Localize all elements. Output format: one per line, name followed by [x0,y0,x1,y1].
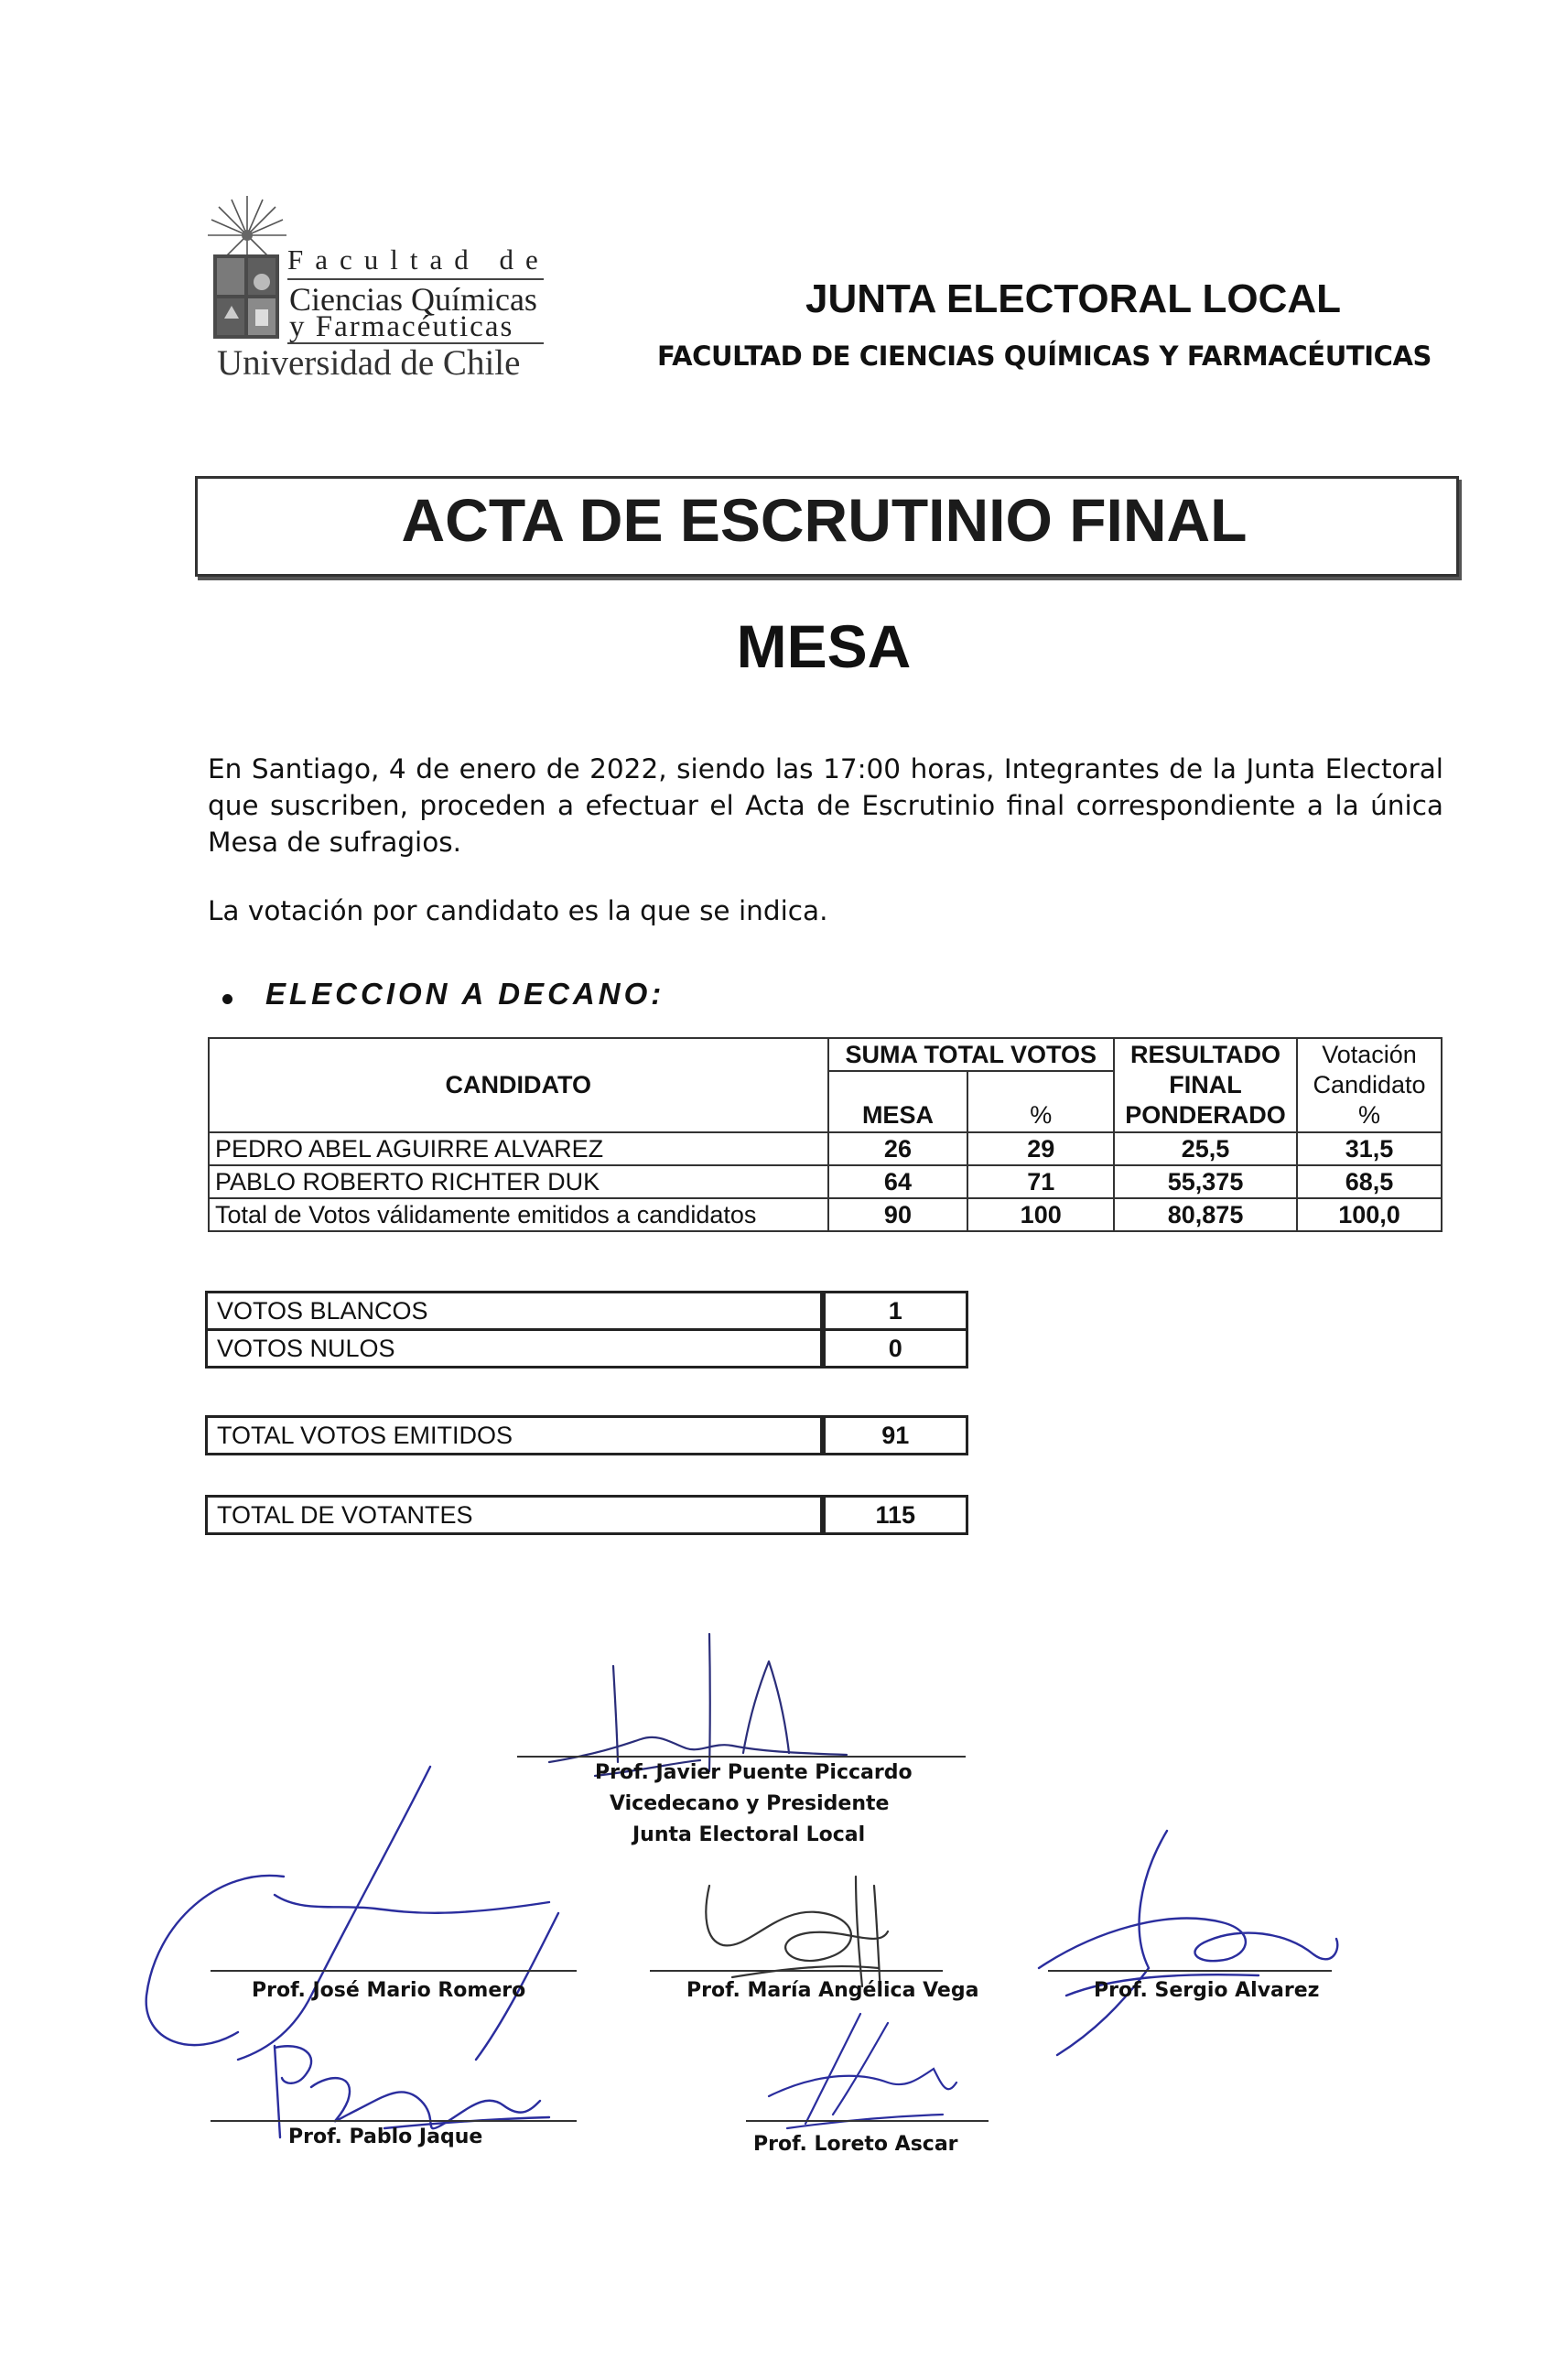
null-votes-label: VOTOS NULOS [207,1330,823,1368]
logo-university-text: Universidad de Chile [217,343,521,383]
header-votacion-1: Votación [1297,1038,1442,1071]
romero-name: Prof. José Mario Romero [252,1979,526,2002]
candidate-name: PABLO ROBERTO RICHTER DUK [209,1165,828,1198]
candidate-ponderado: 55,375 [1114,1165,1297,1198]
header-suma-total: SUMA TOTAL VOTOS [828,1038,1115,1071]
alvarez-name: Prof. Sergio Alvarez [1094,1979,1320,2002]
logo-farmaceuticas-text: y Farmacéuticas [289,310,514,343]
logo-facultad-text: Facultad de [287,243,550,276]
header-pct: % [967,1099,1114,1132]
results-table [208,1037,1443,1232]
jaque-name: Prof. Pablo Jaque [288,2126,483,2148]
candidate-mesa-votes: 64 [828,1165,968,1198]
total-label: Total de Votos válidamente emitidos a candidatos [209,1198,828,1231]
total-mesa-votes: 90 [828,1198,968,1231]
signature-line [1048,1970,1332,1972]
total-pct: 100 [967,1198,1114,1231]
signature-line [211,1970,577,1972]
header-mesa-top [828,1071,968,1099]
total-voters-label: TOTAL DE VOTANTES [207,1497,823,1534]
table-total-row [209,1198,1442,1231]
signature-vega [696,1877,934,1996]
table-row [207,1293,967,1330]
candidate-mesa-votes: 26 [828,1132,968,1165]
candidate-pct: 71 [967,1165,1114,1198]
table-row [207,1497,967,1534]
faculty-crest-icon [213,254,279,339]
header-pct-top [967,1071,1114,1099]
total-votacion: 100,0 [1297,1198,1442,1231]
candidate-ponderado: 25,5 [1114,1132,1297,1165]
section-heading: ELECCION A DECANO: [265,977,665,1011]
blank-votes-label: VOTOS BLANCOS [207,1293,823,1330]
vega-name: Prof. María Angélica Vega [686,1979,979,2002]
total-votes-cast-table [205,1415,968,1455]
document-title: ACTA DE ESCRUTINIO FINAL [401,486,1248,554]
header-votacion-2: Candidato [1297,1071,1442,1099]
table-row [209,1132,1442,1165]
bullet-icon [222,994,232,1004]
ascar-name: Prof. Loreto Ascar [753,2133,958,2156]
candidate-votacion: 31,5 [1297,1132,1442,1165]
signature-alvarez [1039,1822,1350,2069]
total-ponderado: 80,875 [1114,1198,1297,1231]
header-candidato: CANDIDATO [209,1038,828,1132]
total-votes-cast-label: TOTAL VOTOS EMITIDOS [207,1417,823,1455]
total-votes-cast-value: 91 [823,1417,967,1455]
header-mesa: MESA [828,1099,968,1132]
signature-line [746,2120,989,2122]
header-title: JUNTA ELECTORAL LOCAL [805,276,1342,321]
null-votes-value: 0 [823,1330,967,1368]
candidate-pct: 29 [967,1132,1114,1165]
blank-null-votes-table [205,1291,968,1368]
president-committee: Junta Electoral Local [632,1823,866,1846]
logo-ciencias-text: Ciencias Químicas [289,281,537,318]
header-resultado-3: PONDERADO [1114,1099,1297,1132]
signature-line [650,1970,943,1972]
total-voters-table [205,1495,968,1535]
votes-paragraph: La votación por candidato es la que se indica. [208,895,828,926]
candidate-name: PEDRO ABEL AGUIRRE ALVAREZ [209,1132,828,1165]
president-role: Vicedecano y Presidente [610,1792,890,1815]
signature-ascar [751,2014,961,2133]
table-row [209,1165,1442,1198]
intro-paragraph: En Santiago, 4 de enero de 2022, siendo las 17:00 horas, Integrantes de la Junta Electoral que suscriben, proceden a efectuar el Acta de Escrutinio final correspondiente a la única Mesa de sufragios. [208,753,1443,858]
header-resultado-2: FINAL [1114,1071,1297,1099]
total-voters-value: 115 [823,1497,967,1534]
table-row [207,1417,967,1455]
header-votacion-3: % [1297,1099,1442,1132]
candidate-votacion: 68,5 [1297,1165,1442,1198]
header-resultado-1: RESULTADO [1114,1038,1297,1071]
blank-votes-value: 1 [823,1293,967,1330]
table-row [207,1330,967,1368]
table-header-row [209,1038,1442,1071]
signature-line [211,2120,577,2122]
document-subtitle: MESA [736,612,912,680]
signature-romero [137,1758,567,2069]
president-name: Prof. Javier Puente Piccardo [595,1761,913,1784]
signature-line [517,1756,966,1758]
header-subtitle: FACULTAD DE CIENCIAS QUÍMICAS Y FARMACÉUTICAS [657,341,1432,372]
